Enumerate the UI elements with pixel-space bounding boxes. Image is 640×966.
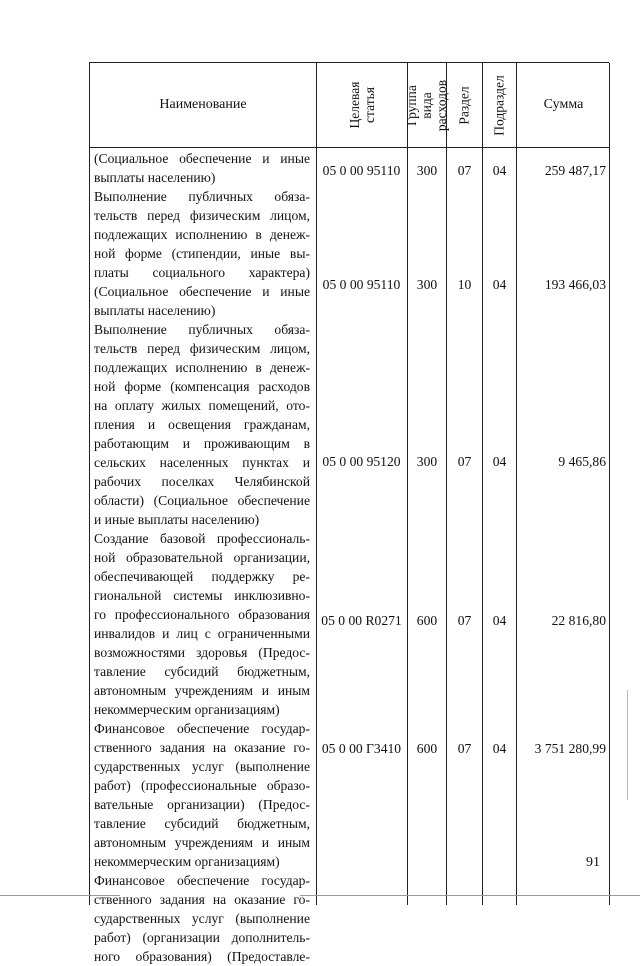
name-line: сельских населенных пунктах и [94, 455, 310, 470]
name-line: Финансовое обеспечение государ- [94, 873, 310, 888]
header-target-article [317, 63, 407, 147]
name-line: тавление субсидий бюджетным, [94, 664, 310, 679]
name-line: ной форме (компенсация расходов [94, 379, 310, 394]
cell-expense-group: 300 [416, 277, 438, 292]
name-line: Финансовое обеспечение государ- [94, 721, 310, 736]
cell-subsection: 04 [492, 163, 507, 178]
header-expense-group [404, 63, 450, 147]
cell-target-article: 05 0 00 R0271 [321, 613, 402, 628]
name-line: подлежащих исполнению в денеж- [94, 360, 310, 375]
name-line: (Социальное обеспечение и иные [94, 284, 310, 299]
name-line: выплаты населению) [94, 170, 216, 185]
name-line: выплаты населению) [94, 303, 216, 318]
name-line: работ) (профессиональные образо- [94, 778, 310, 793]
scan-edge-line [0, 895, 120, 896]
cell-section: 07 [457, 454, 472, 469]
cell-subsection: 04 [492, 277, 507, 292]
name-line: обеспечивающей поддержку ре- [94, 569, 310, 584]
name-line: Выполнение публичных обяза- [94, 322, 310, 337]
cell-expense-group: 600 [416, 741, 438, 756]
cell-section: 10 [457, 277, 472, 292]
cell-sum: 193 466,03 [544, 277, 606, 292]
name-line: инвалидов и лиц с ограниченными [94, 626, 310, 641]
column-divider [482, 63, 483, 905]
cell-expense-group: 300 [416, 163, 438, 178]
name-line: некоммерческим организациям) [94, 702, 280, 717]
name-line: автономным учреждениям и иным [94, 835, 310, 850]
name-line: ной образовательной организации, [94, 550, 310, 565]
header-divider [90, 147, 609, 148]
name-line: рабочих поселках Челябинской [94, 474, 310, 489]
budget-table [89, 62, 609, 964]
name-line: области) (Социальное обеспечение [94, 493, 310, 508]
name-line: сударственных услуг (выполнение [94, 911, 310, 926]
cell-target-article: 05 0 00 Г3410 [321, 741, 402, 756]
cell-target-article: 05 0 00 95120 [322, 454, 401, 469]
name-line: пления и освещения гражданам, [94, 417, 310, 432]
header-expense-group-text: Группа вида расходов [404, 79, 450, 131]
name-line: ственного задания на оказание го- [94, 892, 310, 907]
name-line: ной форме (стипендии, иные вы- [94, 246, 310, 261]
name-line: работ) (организации дополнитель- [94, 930, 310, 945]
cell-sum: 259 487,17 [544, 163, 606, 178]
name-line: работающим и проживающим в [94, 436, 310, 451]
name-line: платы социального характера) [94, 265, 310, 280]
cell-sum: 9 465,86 [558, 454, 606, 469]
name-line: автономным учреждениям и иным [94, 683, 310, 698]
cell-section: 07 [457, 163, 472, 178]
cell-expense-group: 600 [416, 613, 438, 628]
cell-expense-group: 300 [416, 454, 438, 469]
name-line: подлежащих исполнению в денеж- [94, 227, 310, 242]
page-number: 91 [586, 855, 600, 870]
header-section-text: Раздел [457, 85, 472, 125]
name-line: на оплату жилых помещений, ото- [94, 398, 310, 413]
name-line: Выполнение публичных обяза- [94, 189, 310, 204]
name-line: сударственных услуг (выполнение [94, 759, 310, 774]
column-divider [407, 63, 408, 905]
name-line: ного образования) (Предоставле- [94, 949, 310, 964]
name-line: тельств перед физическим лицом, [94, 208, 310, 223]
header-subsection-text: Подраздел [492, 74, 508, 136]
cell-target-article: 05 0 00 95110 [322, 163, 401, 178]
name-line: ственного задания на оказание го- [94, 740, 310, 755]
column-divider [446, 63, 447, 905]
cell-sum: 3 751 280,99 [534, 741, 606, 756]
name-line: тавление субсидий бюджетным, [94, 816, 310, 831]
name-line: тельств перед физическим лицом, [94, 341, 310, 356]
name-line: (Социальное обеспечение и иные [94, 151, 310, 166]
header-sum: Сумма [543, 97, 584, 112]
name-line: го профессионального образования [94, 607, 310, 622]
column-divider [316, 63, 317, 905]
scan-margin-mark [627, 690, 628, 800]
header-section [447, 63, 482, 147]
cell-subsection: 04 [492, 741, 507, 756]
cell-sum: 22 816,80 [551, 613, 606, 628]
cell-subsection: 04 [492, 454, 507, 469]
scan-edge-line [300, 895, 640, 896]
name-line: возможностями здоровья (Предос- [94, 645, 310, 660]
cell-subsection: 04 [492, 613, 507, 628]
name-column [94, 149, 310, 966]
name-line: некоммерческим организациям) [94, 854, 280, 869]
cell-section: 07 [457, 741, 472, 756]
name-line: Создание базовой профессиональ- [94, 531, 310, 546]
name-line: вательные организации) (Предос- [94, 797, 310, 812]
column-divider [609, 63, 610, 905]
name-line: гиональной системы инклюзивно- [94, 588, 310, 603]
name-line: и иные выплаты населению) [94, 512, 260, 527]
cell-target-article: 05 0 00 95110 [322, 277, 401, 292]
column-divider [516, 63, 517, 905]
header-target-article-text: Целевая статья [347, 81, 377, 129]
header-subsection [483, 63, 516, 147]
header-name: Наименование [159, 97, 247, 112]
cell-section: 07 [457, 613, 472, 628]
